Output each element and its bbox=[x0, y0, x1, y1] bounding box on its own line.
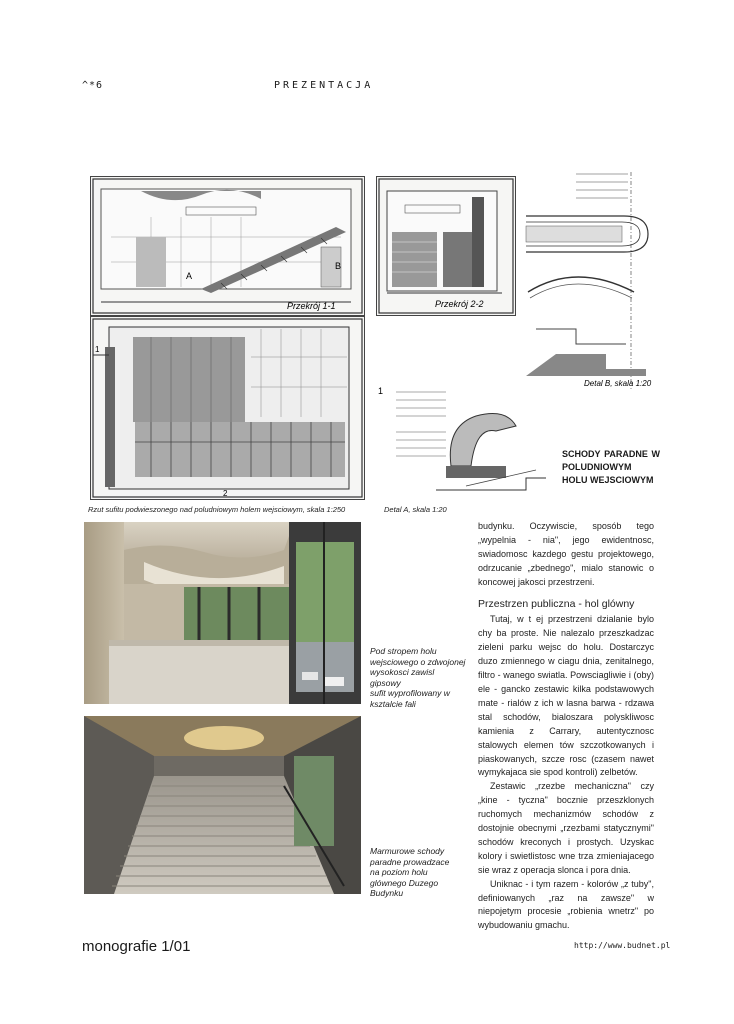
section-1-label: Przekrój 1-1 bbox=[287, 301, 336, 311]
photo1-caption-line: wejsciowego o zdwojonej bbox=[370, 656, 466, 667]
section-1-1-drawing bbox=[90, 176, 365, 316]
photo2-caption-line: Budynku bbox=[370, 888, 404, 898]
stairs-title-line-1 bbox=[562, 448, 660, 461]
article-intro: budynku. Oczywiscie, sposób tego „wypelnia - nia", jego ewidentnosc, swiadomosc kazdego gestu projektowego, odrzucanie „zbednego", mialo stanowic o koncowej jakosci przestrzeni. bbox=[478, 521, 654, 587]
photo2-caption-line: Marmurowe schody bbox=[370, 846, 445, 856]
stairs-title-word-1: SCHODY bbox=[562, 449, 601, 459]
photo2-caption-line: glównego Duzego bbox=[370, 877, 439, 888]
marble-stairs-photo bbox=[84, 716, 361, 894]
section-2-label: Przekrój 2-2 bbox=[435, 299, 484, 309]
publisher-url[interactable]: http://www.budnet.pl bbox=[574, 941, 671, 950]
photo2-caption-line: paradne prowadzace bbox=[370, 856, 450, 867]
plan-caption: Rzut sufitu podwieszonego nad poludniowym holem wejsciowym, skala 1:250 bbox=[88, 505, 346, 514]
photo2-caption bbox=[370, 846, 466, 899]
axis-1-detail: 1 bbox=[378, 386, 384, 396]
detail-a-drawing bbox=[376, 386, 558, 498]
detail-b-drawing bbox=[516, 164, 656, 396]
section-title: PREZENTACJA bbox=[274, 80, 374, 91]
stairs-title bbox=[562, 448, 660, 487]
detail-b-label: Detal B, skala 1:20 bbox=[584, 379, 652, 388]
stairs-title-word-3: W bbox=[651, 449, 660, 459]
publication-name: monografie 1/01 bbox=[82, 938, 191, 955]
article-paragraph-3: Uniknac - i tym razem - kolorów „z tuby", definiowanych „raz na zawsze" w niepojetym procesie „robienia wnetrz" po wybudowaniu gmachu. bbox=[478, 878, 654, 931]
article-body bbox=[478, 520, 654, 933]
article-heading: Przestrzen publiczna - hol glówny bbox=[478, 597, 635, 610]
article-paragraph-2: Zestawic „rzezbe mechaniczna" czy „kine - tyczna" bocznie przeszklonych ruchomych mechanizmów schodów z dostojnie obecnymi „rzezbami statycznymi" schodów kreconych i prostych. Uzyskac kolory i swietlistosc wne trza zmieniajacego sie wraz z operacja slonca i pora dnia. bbox=[478, 781, 654, 875]
photo1-caption-line: Pod stropem holu bbox=[370, 646, 437, 656]
photo2-caption-line: na poziom holu bbox=[370, 867, 428, 877]
stairs-title-line-3: HOLU WEJSCIOWYM bbox=[562, 475, 654, 485]
lobby-ceiling-photo bbox=[84, 522, 361, 704]
ceiling-plan-drawing bbox=[90, 316, 365, 500]
photo1-caption-line: wysokosci zawisl gipsowy bbox=[370, 667, 435, 688]
photo1-caption-line: sufit wyprofilowany w bbox=[370, 688, 450, 698]
stairs-title-word-2: PARADNE bbox=[604, 449, 648, 459]
marker-b: B bbox=[335, 261, 342, 271]
page-number: ^*6 bbox=[82, 80, 104, 91]
marker-a: A bbox=[186, 271, 193, 281]
photo1-caption bbox=[370, 646, 466, 709]
photo1-caption-line: ksztalcie fali bbox=[370, 698, 416, 709]
axis-1-left: 1 bbox=[95, 345, 100, 354]
section-2-2-drawing bbox=[376, 176, 516, 316]
detail-a-caption: Detal A, skala 1:20 bbox=[384, 505, 447, 514]
stairs-title-line-2: POLUDNIOWYM bbox=[562, 462, 632, 472]
article-paragraph-1: Tutaj, w t ej przestrzeni dzialanie bylo chy ba proste. Nie nalezalo przeszkadzac zieleni parku wejsc do holu. Dostarczyc duzo zmiennego w ciagu dnia, zenitalnego, filtro - wanego swiatla. Powsciagliwie i (oby) ele - gancko zestawic kilka podstawowych mate - rialów z ich w lasna barwa - rdzawa stal schodów, bialoszara polyskliwosc kamienia z Carrary, autentycznosc stalowych elemen tów szczotkowanych i piaskowanych, szcze rosc (czasem nawet wymykajaca sie spod kontroli) zelbetów. bbox=[478, 614, 654, 778]
axis-2-bottom: 2 bbox=[223, 489, 228, 498]
